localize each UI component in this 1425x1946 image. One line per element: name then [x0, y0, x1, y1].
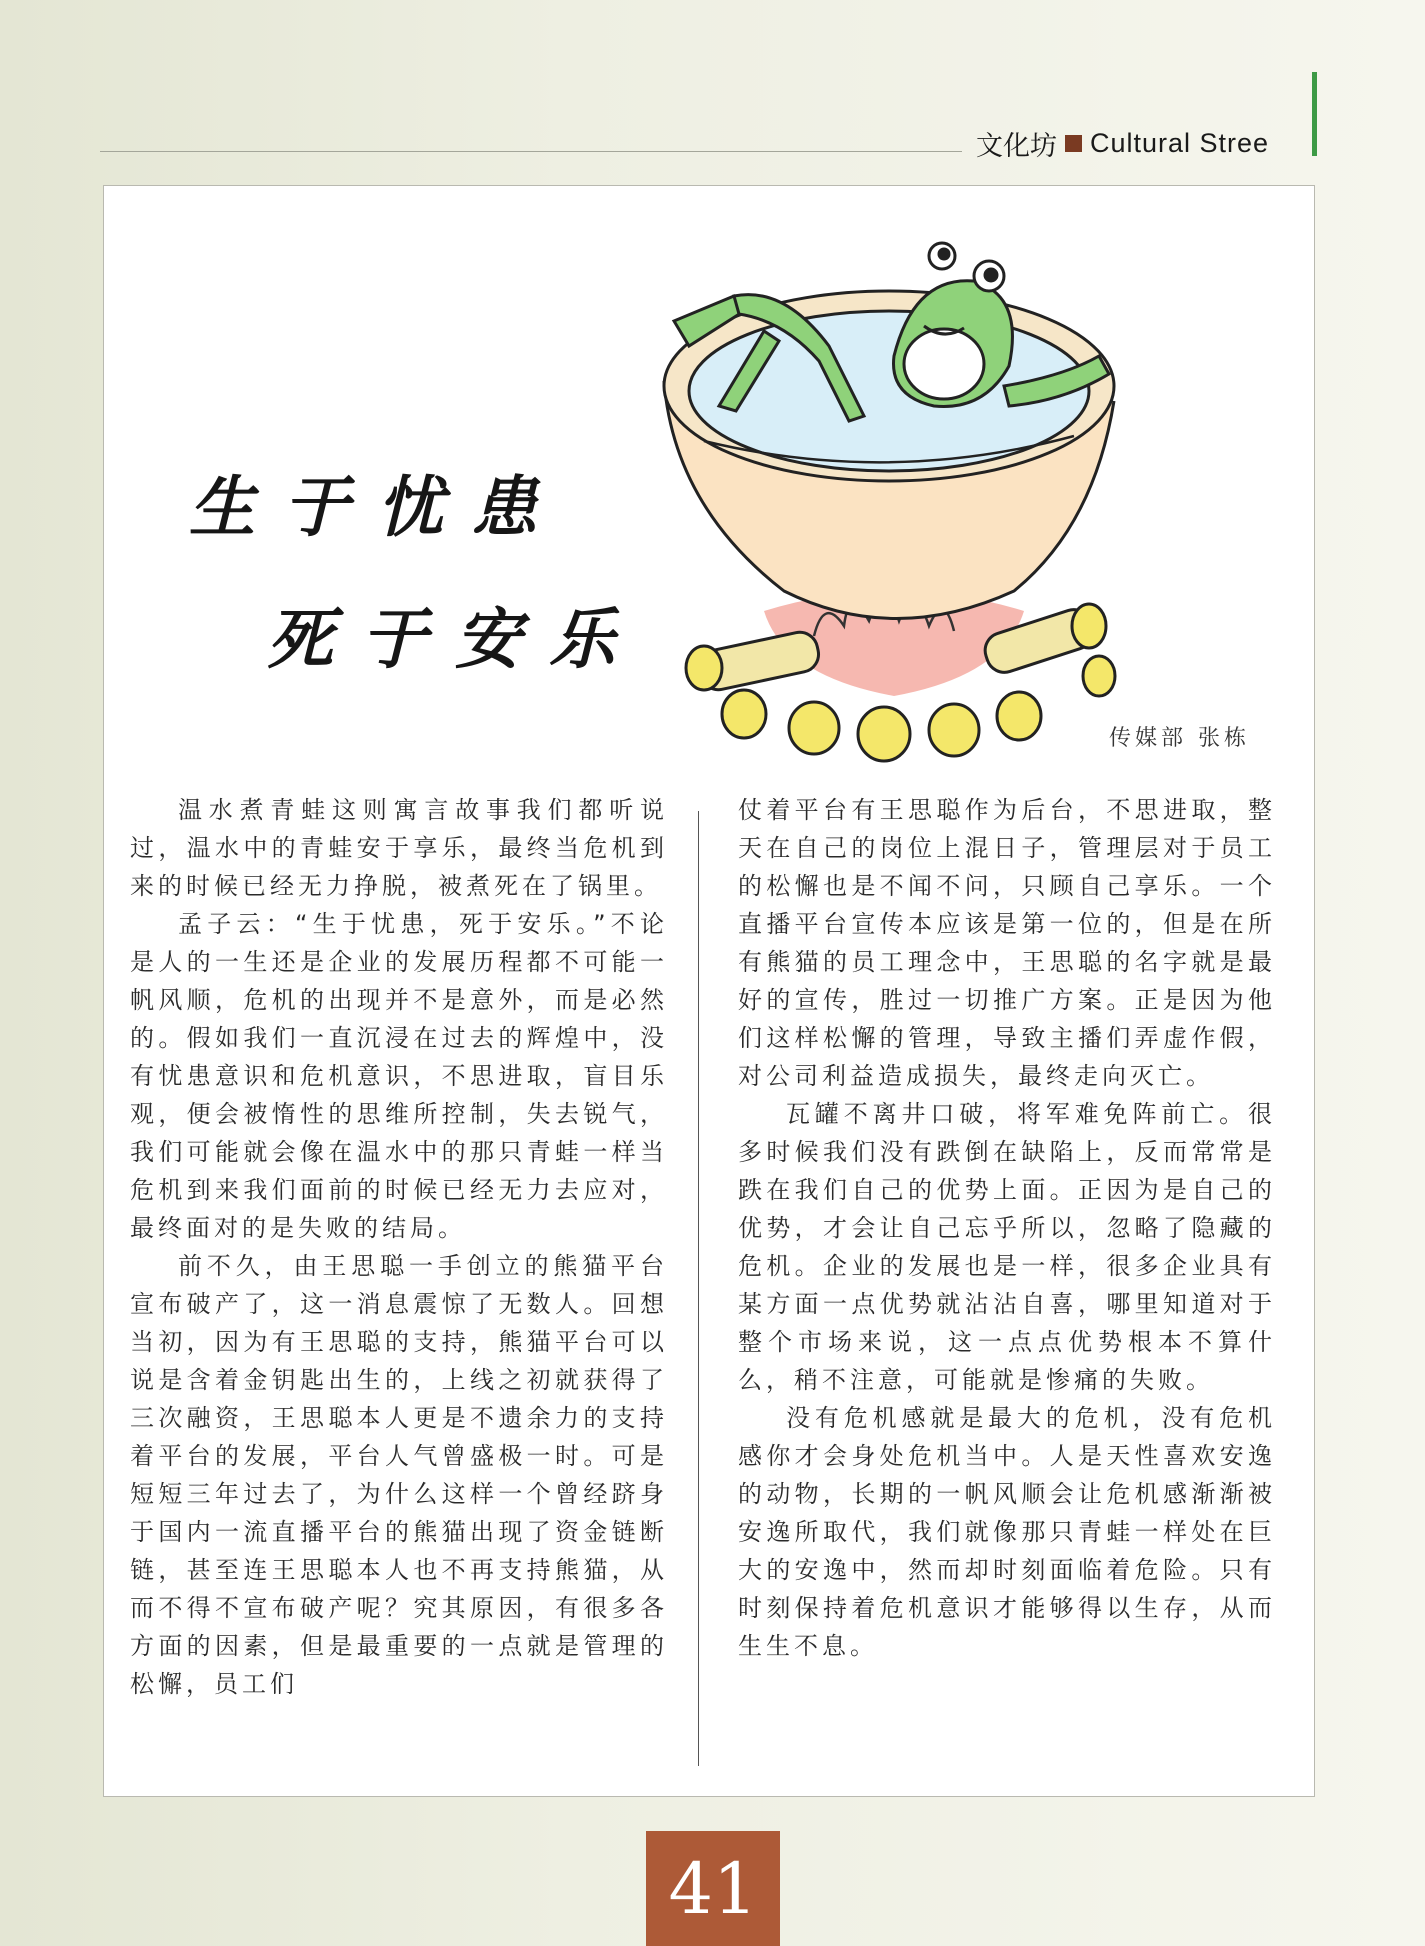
paragraph: 温水煮青蛙这则寓言故事我们都听说过，温水中的青蛙安于享乐，最终当危机到来的时候已经无力挣脱，被煮死在了锅里。	[130, 796, 668, 900]
bowl	[664, 291, 1114, 619]
paragraph: 没有危机感就是最大的危机，没有危机感你才会身处危机当中。人是天性喜欢安逸的动物，长期的一帆风顺会让危机感渐渐被安逸所取代，我们就像那只青蛙一样处在巨大的安逸中，然而却时刻面临着危险。只有时刻保持着危机意识才能够得以生存，从而生生不息。	[738, 1404, 1276, 1660]
paragraph: 孟子云：“生于忧患，死于安乐。”不论是人的一生还是企业的发展历程都不可能一帆风顺，危机的出现并不是意外，而是必然的。假如我们一直沉浸在过去的辉煌中，没有忧患意识和危机意识，不思进取，盲目乐观，便会被惰性的思维所控制，失去锐气，我们可能就会像在温水中的那只青蛙一样当危机到来我们面前的时候已经无力去应对，最终面对的是失败的结局。	[130, 910, 668, 1242]
section-name-en: Cultural Stree	[1090, 128, 1270, 158]
article-title-line2: 死于安乐	[267, 600, 643, 678]
author-byline: 传媒部 张栋	[1109, 726, 1250, 751]
frog-in-pot-illustration	[644, 236, 1164, 766]
paragraph: 仗着平台有王思聪作为后台，不思进取，整天在自己的岗位上混日子，管理层对于员工的松懈也是不闻不问，只顾自己享乐。一个直播平台宣传本应该是第一位的，但是在所有熊猫的员工理念中，王思聪的名字就是最好的宣传，胜过一切推广方案。正是因为他们这样松懈的管理，导致主播们弄虚作假，对公司利益造成损失，最终走向灭亡。	[738, 796, 1276, 1090]
paragraph: 瓦罐不离井口破，将军难免阵前亡。很多时候我们没有跌倒在缺陷上，反而常常是跌在我们自己的优势上面。正因为是自己的优势，才会让自己忘乎所以，忽略了隐藏的危机。企业的发展也是一样，很多企业具有某方面一点优势就沾沾自喜，哪里知道对于整个市场来说，这一点点优势根本不算什么，稍不注意，可能就是惨痛的失败。	[738, 1100, 1276, 1394]
page-number: 41	[646, 1831, 780, 1946]
article-column-right	[738, 791, 1276, 1665]
article-card	[103, 185, 1315, 1797]
section-name-cn: 文化坊	[976, 131, 1057, 162]
header-accent-bar	[1312, 72, 1317, 156]
header-rule	[100, 151, 962, 152]
paragraph: 前不久，由王思聪一手创立的熊猫平台宣布破产了，这一消息震惊了无数人。回想当初，因为有王思聪的支持，熊猫平台可以说是含着金钥匙出生的，上线之初就获得了三次融资，王思聪本人更是不遗余力的支持着平台的发展，平台人气曾盛极一时。可是短短三年过去了，为什么这样一个曾经跻身于国内一流直播平台的熊猫出现了资金链断链，甚至连王思聪本人也不再支持熊猫，从而不得不宣布破产呢？究其原因，有很多各方面的因素，但是最重要的一点就是管理的松懈，员工们	[130, 1252, 668, 1698]
square-marker-icon	[1065, 135, 1082, 152]
article-column-left	[130, 791, 668, 1703]
article-title-line1: 生于忧患	[189, 468, 565, 546]
section-header	[976, 124, 1269, 163]
column-divider	[698, 811, 699, 1766]
